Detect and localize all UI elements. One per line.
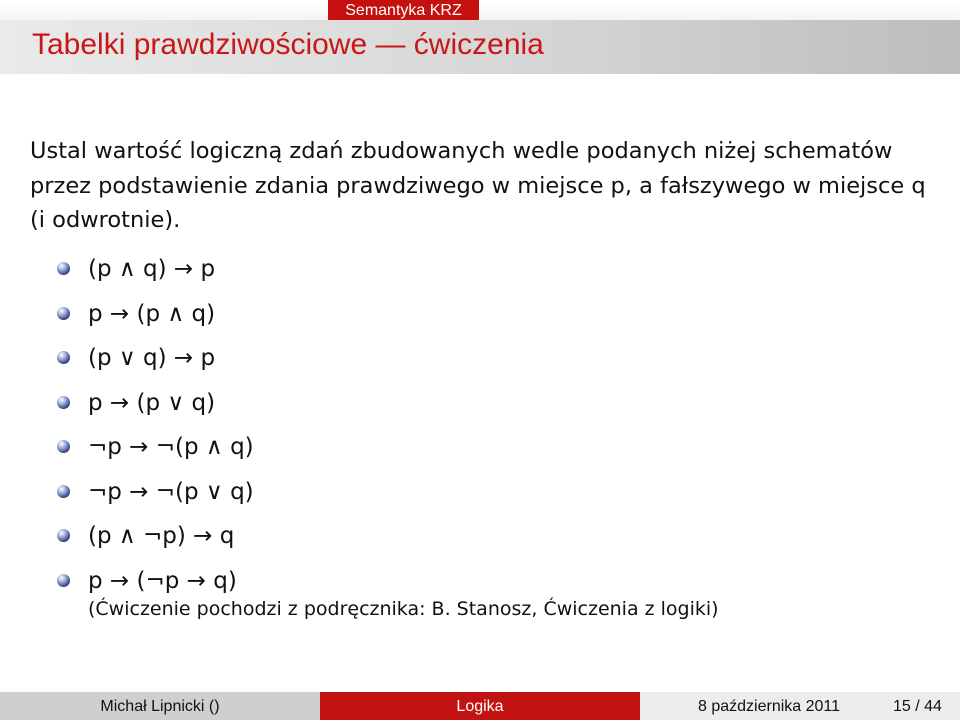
formula-text: (p ∨ q) → p [88,345,216,371]
intro-text: Ustal wartość logiczną zdań zbudowanych wedle podanych niżej schematów przez podstawienie zdania prawdziwego w miejsce p, a fałszywego w miejsce q (i odwrotnie). [30,138,926,233]
bullet-icon [57,262,70,275]
formula-item [54,425,254,470]
formula-item [54,470,254,515]
footer-date: 8 października 2011 [640,692,960,720]
formula-text: p → (p ∨ q) [88,389,216,416]
formula-item [54,514,254,559]
slide-title: Tabelki prawdziwościowe — ćwiczenia [32,28,544,61]
bullet-icon [57,574,70,587]
bullet-icon [57,529,70,542]
footer-course[interactable]: Logika [320,692,640,720]
title-bar [0,20,960,74]
bullet-icon [57,351,70,364]
header-strip [0,0,960,20]
formula-text: (p ∧ q) → p [88,256,216,282]
formula-text: ¬p → ¬(p ∧ q) [88,434,254,460]
formula-item [54,336,254,381]
footer-author[interactable]: Michał Lipnicki () [0,692,320,720]
formula-text: p → (¬p → q) [88,567,237,594]
source-note: (Ćwiczenie pochodzi z podręcznika: B. Stanosz, Ćwiczenia z logiki) [88,598,719,620]
formula-text: (p ∧ ¬p) → q [88,523,235,549]
bullet-icon [57,307,70,320]
formula-text: ¬p → ¬(p ∨ q) [88,478,254,505]
bullet-icon [57,485,70,498]
formula-item [54,247,254,292]
formula-text: p → (p ∧ q) [88,300,216,327]
bullet-icon [57,440,70,453]
formula-item [54,381,254,426]
formula-item [54,292,254,337]
footer-page-number[interactable]: 15 / 44 [893,698,942,715]
footer [0,692,960,720]
formula-list [54,247,254,603]
bullet-icon [57,396,70,409]
section-tab[interactable]: Semantyka KRZ [328,0,479,20]
